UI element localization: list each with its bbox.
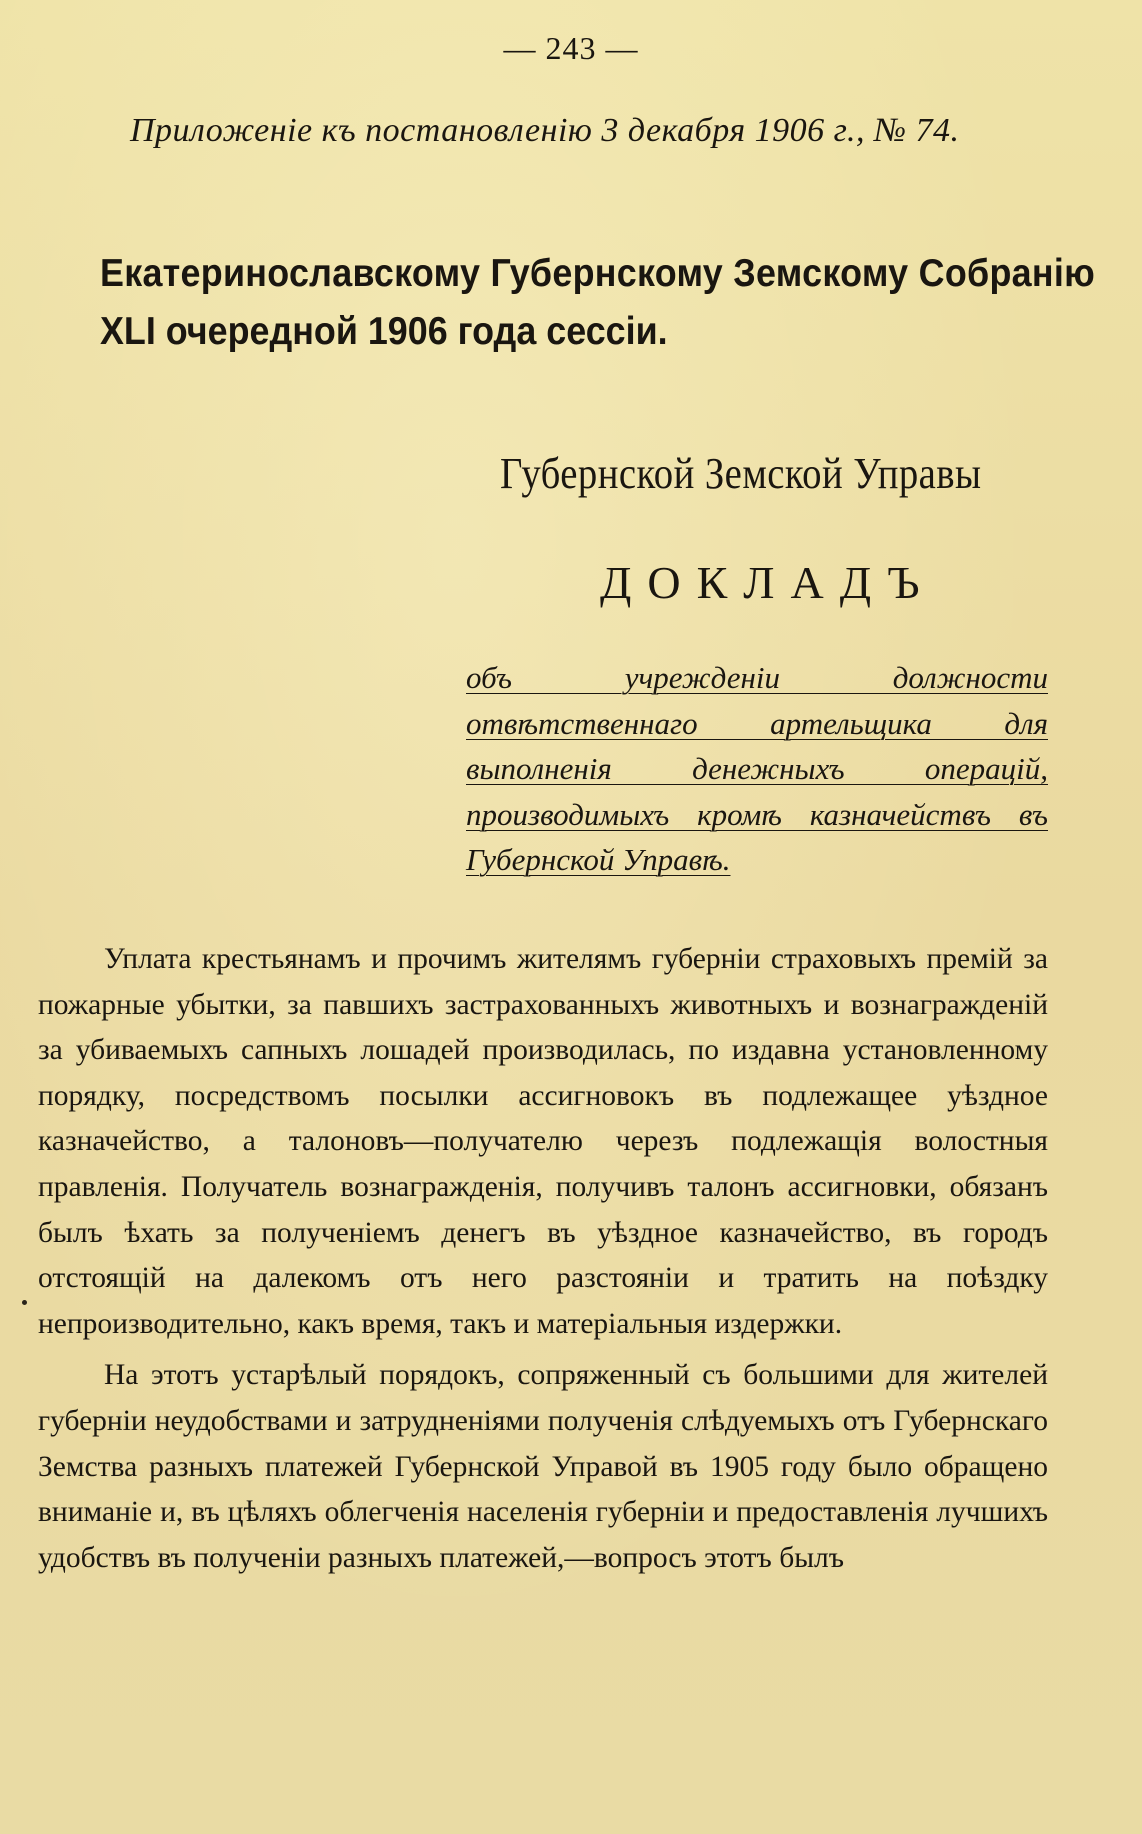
appendix-note: Приложеніе къ постановленію 3 декабря 1906 г., № 74. [130,112,960,149]
addressee-heading [100,245,1096,361]
report-title: ДОКЛАДЪ [600,557,936,608]
page-number: — 243 — [503,30,639,66]
report-subject: объ учрежденіи должности отвѣтственнаго артельщика для выполненія денежныхъ операцій, производимыхъ кромѣ казначействъ въ Губернской Управѣ. [466,660,1048,877]
body-paragraph-1: Уплата крестьянамъ и прочимъ жителямъ губерніи страховыхъ премій за пожарные убытки, за павшихъ застрахованныхъ животныхъ и вознагражденій за убиваемыхъ сапныхъ лошадей производилась, по издавна установленному порядку, посредствомъ посылки ассигновокъ въ подлежащее уѣздное казначейство, а талоновъ—получателю черезъ подлежащія волостныя правленія. Получатель вознагражденія, получивъ талонъ ассигновки, обязанъ былъ ѣхать за полученіемъ денегъ въ уѣздное казначейство, въ городъ отстоящій на далекомъ отъ него разстояніи и тратить на поѣздку непроизводительно, какъ время, такъ и матеріальныя издержки. [38,943,1048,1340]
body-text [38,937,1048,1581]
body-paragraph-2: На этотъ устарѣлый порядокъ, сопряженный съ большими для жителей губерніи неудобствами и затрудненіями полученія слѣдуемыхъ отъ Губернскаго Земства разныхъ платежей Губернской Управой въ 1905 году было обращено вниманіе и, въ цѣляхъ облегченія населенія губерніи и предоставленія лучшихъ удобствъ въ полученіи разныхъ платежей,—вопросъ этотъ былъ [38,1359,1048,1574]
board-name: Губернской Земской Управы [500,449,982,498]
addressee-line-2: XLI очередной 1906 года сессіи. [100,310,668,353]
margin-mark [22,1300,27,1305]
addressee-line-1: Екатеринославскому Губернскому Земскому Собранію [100,252,1096,295]
